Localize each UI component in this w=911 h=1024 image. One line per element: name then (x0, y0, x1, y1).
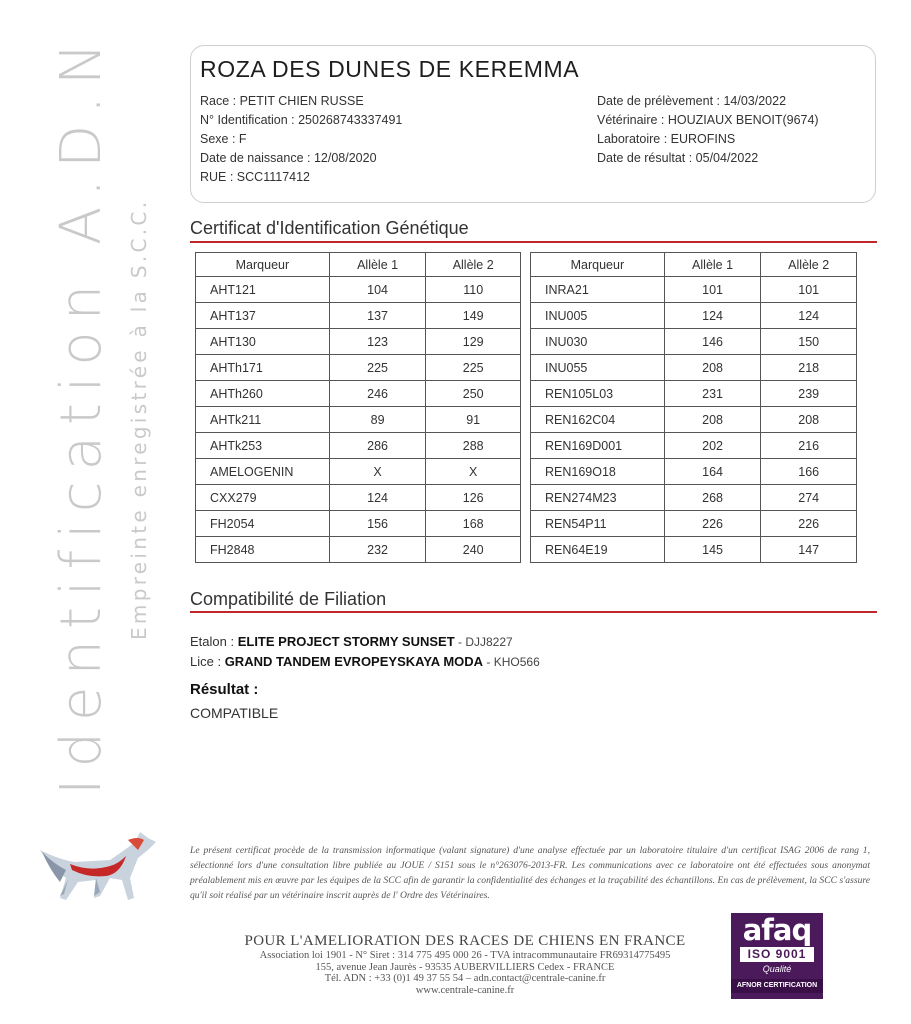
allele-1-value: 145 (664, 537, 761, 563)
marker-row (531, 303, 857, 329)
genetic-section-title: Certificat d'Identification Génétique (190, 218, 469, 238)
allele-2-value: 149 (426, 303, 521, 329)
allele-1-value: 268 (664, 485, 761, 511)
afaq-quality: Qualité (762, 964, 792, 974)
allele-1-value: 208 (664, 407, 761, 433)
marker-row (531, 407, 857, 433)
marker-row (531, 355, 857, 381)
allele-1-value: 156 (329, 511, 426, 537)
genetic-section-rule (190, 241, 877, 243)
allele-2-value: 166 (761, 459, 857, 485)
allele-1-value: 208 (664, 355, 761, 381)
allele-2-value: 110 (426, 277, 521, 303)
allele-1-value: 137 (329, 303, 426, 329)
marker-row (531, 511, 857, 537)
allele-2-value: 240 (426, 537, 521, 563)
allele-2-value: 124 (761, 303, 857, 329)
legal-disclaimer: Le présent certificat procède de la transmission informatique (valant signature) d'une analyse effectuée par un laboratoire titulaire d'un certificat ISAG 2006 de rang 1, sélectionné lors d'une consultation libre publiée au JOUE / S151 sous le n°263076-2013-FR. Les communications avec ce laboratoire ont été effectuées sous anonymat préalablement mis en œuvre par les équipes de la SCC afin de garantir la confidentialité des échanges et la traçabilité des échantillons. En cas de prélèvement, la SCC s'assure qu'il soit réalisé par un vétérinaire inscrit auprès de l' Ordre des Vétérinaires. (190, 845, 870, 901)
afaq-iso-badge (731, 913, 823, 999)
dam-name: GRAND TANDEM EVROPEYSKAYA MODA (224, 654, 484, 669)
marker-name: INU055 (531, 355, 665, 381)
allele-1-value: 101 (664, 277, 761, 303)
marker-name: REN274M23 (531, 485, 665, 511)
allele-1-value: 286 (329, 433, 426, 459)
allele-1-value: X (329, 459, 426, 485)
marker-row (531, 537, 857, 563)
result-value: COMPATIBLE (190, 705, 279, 721)
allele-2-value: 218 (761, 355, 857, 381)
marker-name: FH2848 (196, 537, 330, 563)
header-marker: Marqueur (196, 253, 330, 277)
allele-2-value: 126 (426, 485, 521, 511)
side-title-watermark: Identification A.D.N (49, 32, 114, 795)
header-allele-2: Allèle 2 (761, 253, 857, 277)
footer-address: 155, avenue Jean Jaurès - 93535 AUBERVILLIERS Cedex - FRANCE (315, 961, 615, 973)
dam-code: - KHO566 (483, 655, 540, 669)
dam-line (190, 652, 540, 672)
marker-row (196, 407, 521, 433)
marker-row (531, 485, 857, 511)
dog-info-right (597, 92, 819, 168)
marker-table-right (530, 252, 857, 563)
allele-2-value: 168 (426, 511, 521, 537)
allele-2-value: 216 (761, 433, 857, 459)
marker-row (531, 459, 857, 485)
footer-association: Association loi 1901 - N° Siret : 314 775 495 000 26 - TVA intracommunautaire FR69314775495 (259, 950, 671, 961)
allele-1-value: 231 (664, 381, 761, 407)
sire-label: Etalon : (190, 634, 238, 649)
afaq-iso: ISO 9001 (740, 947, 814, 962)
scc-dog-logo (30, 820, 160, 910)
marker-row (196, 277, 521, 303)
allele-1-value: 104 (329, 277, 426, 303)
marker-name: INU005 (531, 303, 665, 329)
marker-name: AHT137 (196, 303, 330, 329)
marker-row (196, 303, 521, 329)
dog-name: ROZA DES DUNES DE KEREMMA (200, 56, 580, 82)
marker-name: INRA21 (531, 277, 665, 303)
footer-motto: POUR L'AMELIORATION DES RACES DE CHIENS EN FRANCE (244, 933, 686, 949)
dog-identification: N° Identification : 250268743337491 (200, 113, 403, 127)
marker-name: FH2054 (196, 511, 330, 537)
allele-1-value: 225 (329, 355, 426, 381)
marker-name: REN162C04 (531, 407, 665, 433)
allele-2-value: 129 (426, 329, 521, 355)
dog-info-box (190, 45, 876, 203)
allele-2-value: 288 (426, 433, 521, 459)
allele-2-value: 147 (761, 537, 857, 563)
allele-1-value: 202 (664, 433, 761, 459)
side-subtitle-watermark: Empreinte enregistrée à la S.C.C. (127, 198, 151, 640)
filiation-section-rule (190, 611, 877, 613)
dog-race: Race : PETIT CHIEN RUSSE (200, 94, 364, 108)
marker-table-header (531, 253, 857, 277)
marker-name: AHTh171 (196, 355, 330, 381)
sire-line (190, 632, 540, 652)
allele-2-value: X (426, 459, 521, 485)
dog-rue: RUE : SCC1117412 (200, 170, 311, 184)
marker-row (196, 511, 521, 537)
allele-1-value: 246 (329, 381, 426, 407)
header-allele-1: Allèle 1 (664, 253, 761, 277)
afaq-brand: afaq (742, 913, 812, 947)
marker-row (531, 381, 857, 407)
allele-1-value: 232 (329, 537, 426, 563)
footer-contact: Tél. ADN : +33 (0)1 49 37 55 54 – adn.contact@centrale-canine.fr (324, 973, 606, 984)
filiation-section-title: Compatibilité de Filiation (190, 589, 387, 609)
marker-row (196, 459, 521, 485)
marker-name: REN64E19 (531, 537, 665, 563)
parents-block (190, 632, 540, 672)
marker-name: REN54P11 (531, 511, 665, 537)
allele-2-value: 226 (761, 511, 857, 537)
marker-table-header (196, 253, 521, 277)
veterinarian: Vétérinaire : HOUZIAUX BENOIT(9674) (597, 113, 819, 127)
marker-row (531, 433, 857, 459)
allele-1-value: 123 (329, 329, 426, 355)
allele-2-value: 274 (761, 485, 857, 511)
marker-name: AHTh260 (196, 381, 330, 407)
marker-table-left (195, 252, 521, 563)
marker-name: AHT130 (196, 329, 330, 355)
marker-row (196, 355, 521, 381)
header-allele-1: Allèle 1 (329, 253, 426, 277)
allele-2-value: 250 (426, 381, 521, 407)
laboratory: Laboratoire : EUROFINS (597, 132, 736, 146)
marker-row (531, 329, 857, 355)
allele-2-value: 91 (426, 407, 521, 433)
scc-footer (200, 932, 730, 996)
dog-sex: Sexe : F (200, 132, 247, 146)
result-label: Résultat : (190, 681, 259, 698)
header-allele-2: Allèle 2 (426, 253, 521, 277)
result-date: Date de résultat : 05/04/2022 (597, 151, 759, 165)
sire-code: - DJJ8227 (454, 635, 513, 649)
marker-row (196, 433, 521, 459)
allele-2-value: 239 (761, 381, 857, 407)
marker-row (531, 277, 857, 303)
marker-name: REN169O18 (531, 459, 665, 485)
dog-info-left (200, 92, 402, 187)
marker-row (196, 329, 521, 355)
marker-name: AHTk253 (196, 433, 330, 459)
footer-website: www.centrale-canine.fr (415, 984, 515, 996)
allele-1-value: 124 (329, 485, 426, 511)
marker-name: REN169D001 (531, 433, 665, 459)
sample-date: Date de prélèvement : 14/03/2022 (597, 94, 787, 108)
marker-name: AHTk211 (196, 407, 330, 433)
sire-name: ELITE PROJECT STORMY SUNSET (237, 634, 455, 649)
dog-birth-date: Date de naissance : 12/08/2020 (200, 151, 377, 165)
marker-name: AHT121 (196, 277, 330, 303)
allele-2-value: 101 (761, 277, 857, 303)
allele-1-value: 164 (664, 459, 761, 485)
marker-name: AMELOGENIN (196, 459, 330, 485)
allele-2-value: 150 (761, 329, 857, 355)
header-marker: Marqueur (531, 253, 665, 277)
allele-2-value: 225 (426, 355, 521, 381)
allele-1-value: 89 (329, 407, 426, 433)
marker-name: REN105L03 (531, 381, 665, 407)
marker-row (196, 381, 521, 407)
allele-1-value: 146 (664, 329, 761, 355)
allele-1-value: 226 (664, 511, 761, 537)
marker-row (196, 537, 521, 563)
marker-name: INU030 (531, 329, 665, 355)
marker-row (196, 485, 521, 511)
dam-label: Lice : (190, 654, 225, 669)
allele-2-value: 208 (761, 407, 857, 433)
marker-name: CXX279 (196, 485, 330, 511)
afaq-cert: AFNOR CERTIFICATION (731, 979, 823, 993)
allele-1-value: 124 (664, 303, 761, 329)
